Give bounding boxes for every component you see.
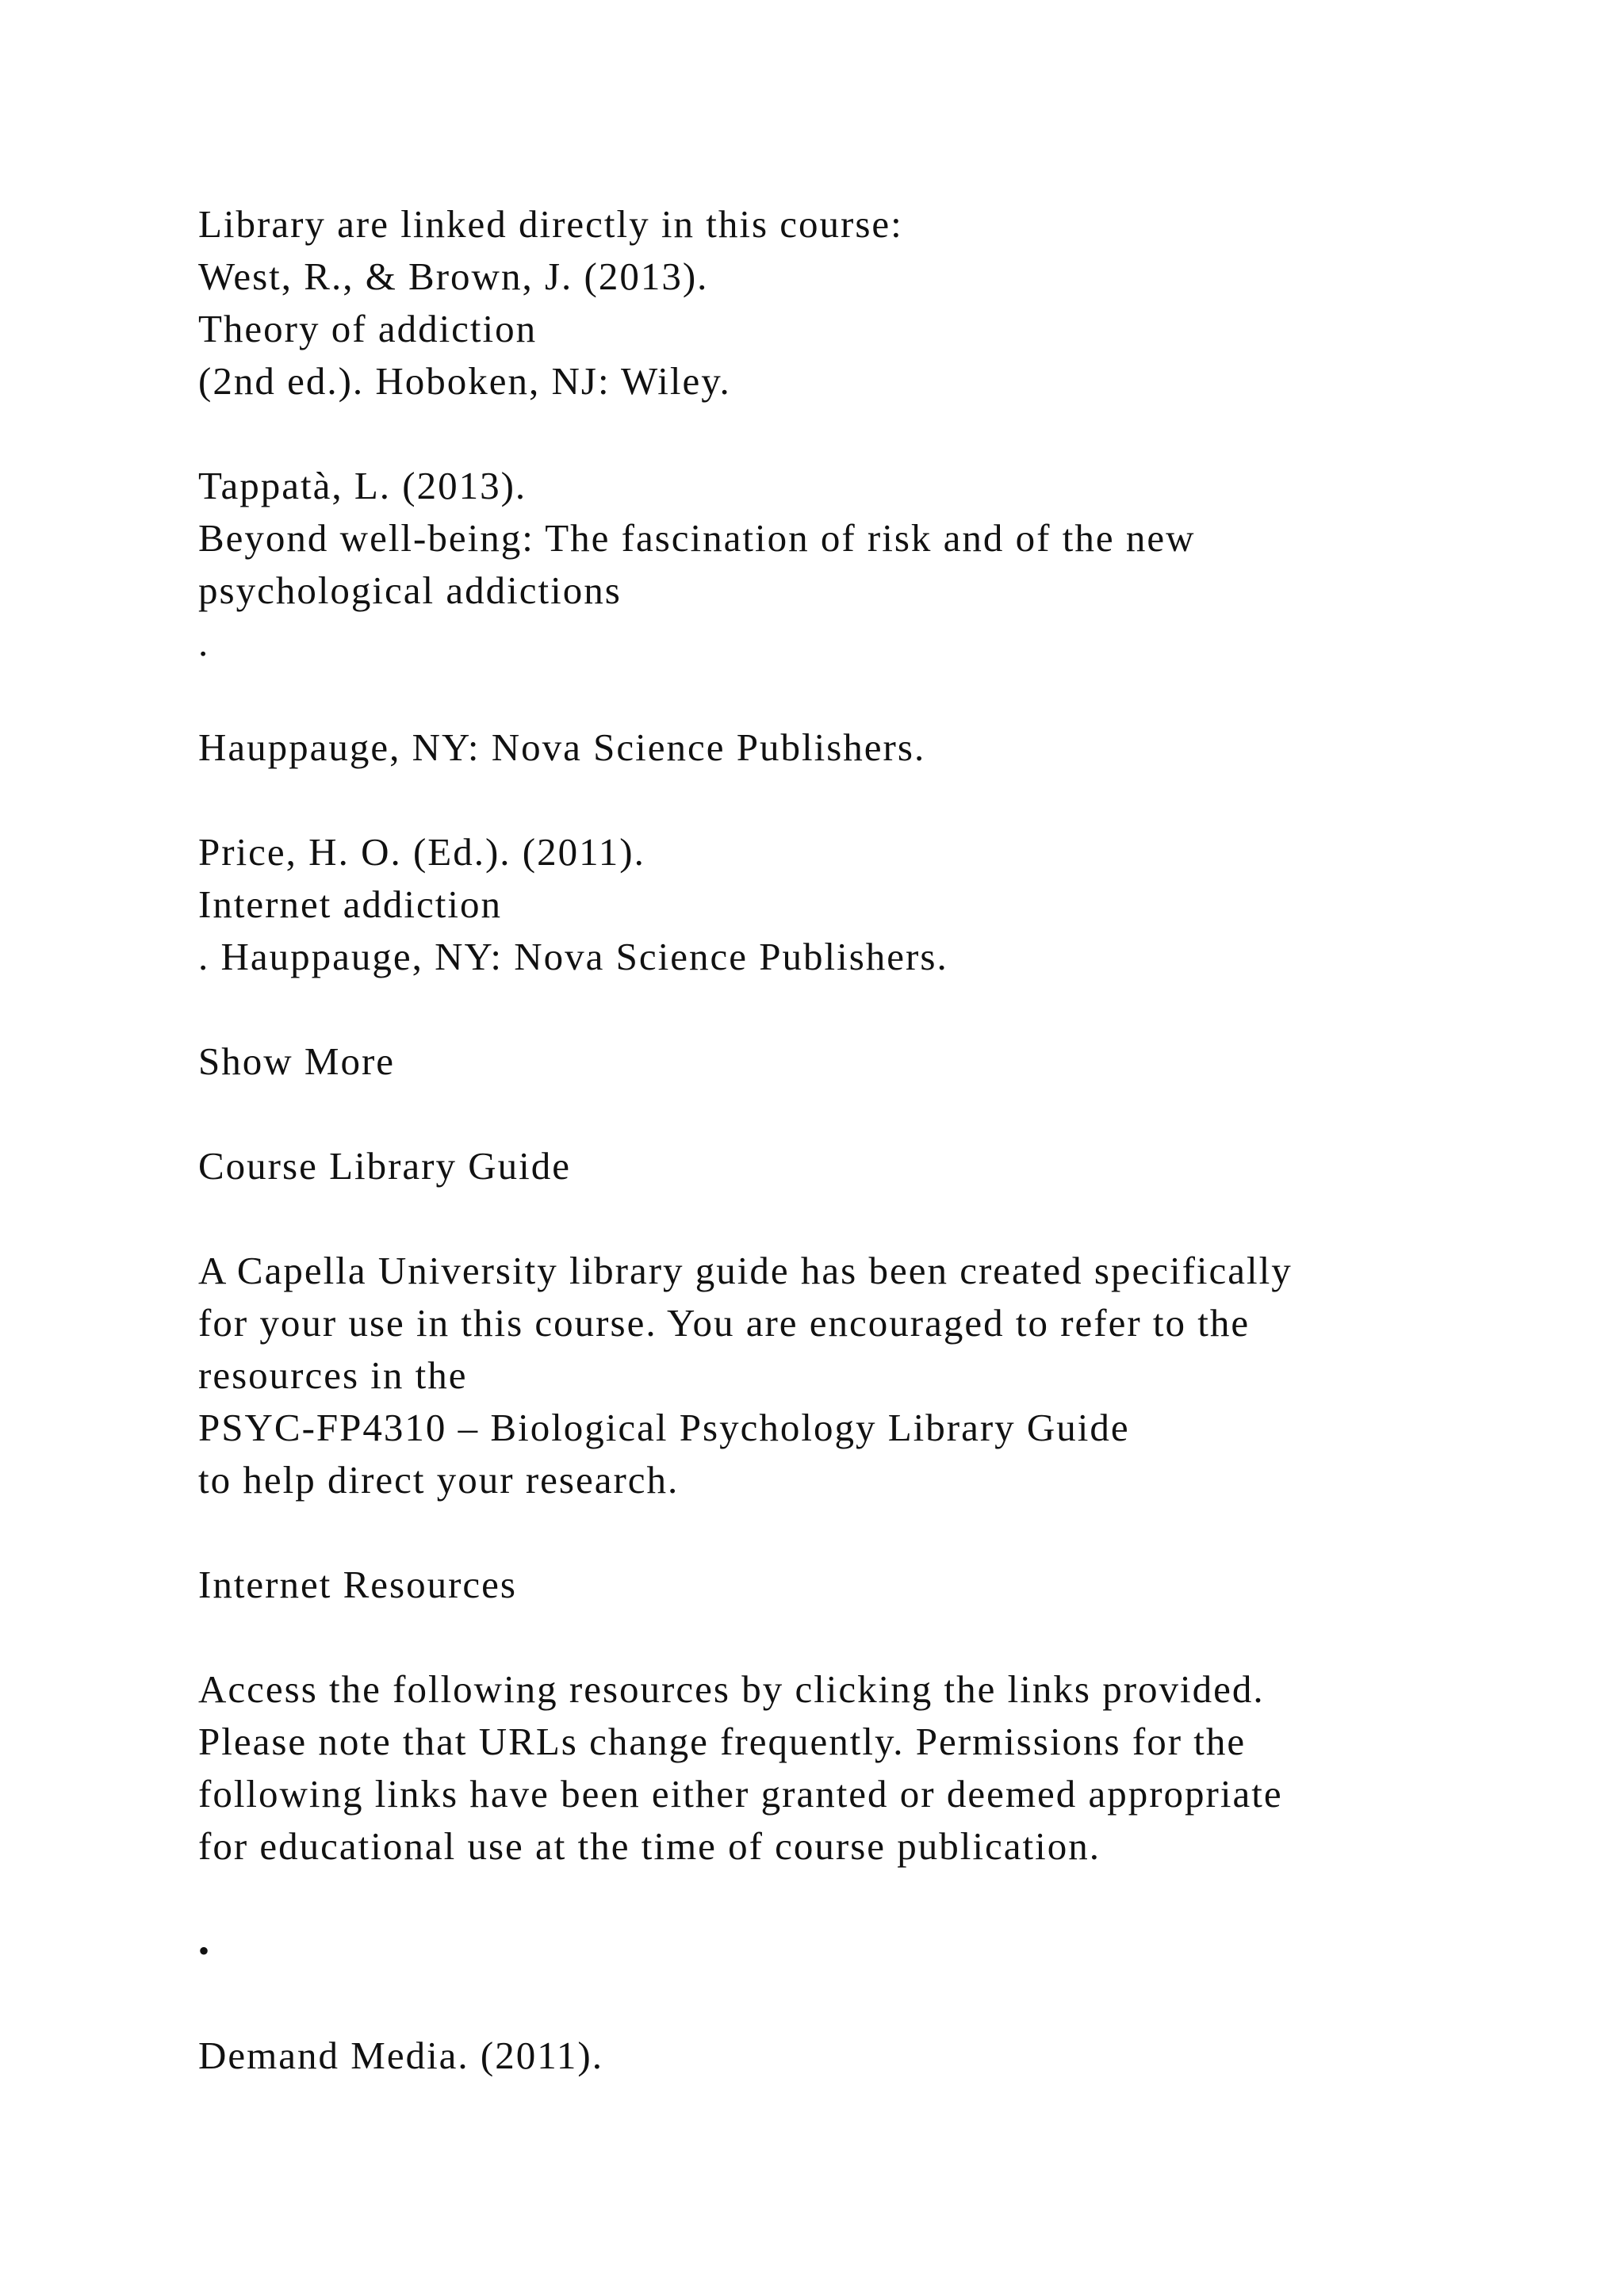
list-bullet: • — [198, 1933, 212, 1969]
reference-tappata-title-line2: psychological addictions — [198, 568, 622, 612]
library-guide-paragraph-line2: for your use in this course. You are encouraged to refer to the — [198, 1301, 1251, 1345]
internet-resources-paragraph-line2: Please note that URLs change frequently. Permissions for the — [198, 1720, 1247, 1763]
section-heading-course-library-guide: Course Library Guide — [198, 1144, 571, 1188]
library-guide-link[interactable]: PSYC-FP4310 – Biological Psychology Library Guide — [198, 1406, 1130, 1449]
reference-tappata-period: . — [198, 621, 210, 664]
reference-demand-media: Demand Media. (2011). — [198, 2034, 603, 2077]
reference-west-author: West, R., & Brown, J. (2013). — [198, 254, 709, 298]
reference-west-publisher: (2nd ed.). Hoboken, NJ: Wiley. — [198, 359, 731, 403]
reference-price-publisher: . Hauppauge, NY: Nova Science Publishers. — [198, 935, 948, 978]
reference-tappata-author: Tappatà, L. (2013). — [198, 464, 527, 507]
library-guide-paragraph-line1: A Capella University library guide has been created specifically — [198, 1249, 1293, 1292]
reference-tappata-publisher: Hauppauge, NY: Nova Science Publishers. — [198, 725, 926, 769]
library-guide-paragraph-line3: resources in the — [198, 1353, 468, 1397]
library-guide-paragraph-line5: to help direct your research. — [198, 1458, 680, 1502]
reference-price-title: Internet addiction — [198, 882, 502, 926]
section-heading-internet-resources: Internet Resources — [198, 1563, 517, 1606]
internet-resources-paragraph-line4: for educational use at the time of course publication. — [198, 1824, 1101, 1868]
reference-west-title: Theory of addiction — [198, 307, 538, 350]
internet-resources-paragraph-line3: following links have been either granted or deemed appropriate — [198, 1772, 1283, 1816]
reference-tappata-title-line1: Beyond well-being: The fascination of risk and of the new — [198, 516, 1196, 560]
reference-price-author: Price, H. O. (Ed.). (2011). — [198, 830, 645, 874]
library-intro-line: Library are linked directly in this course: — [198, 202, 903, 246]
internet-resources-paragraph-line1: Access the following resources by clicking the links provided. — [198, 1667, 1265, 1711]
show-more-link[interactable]: Show More — [198, 1039, 396, 1083]
